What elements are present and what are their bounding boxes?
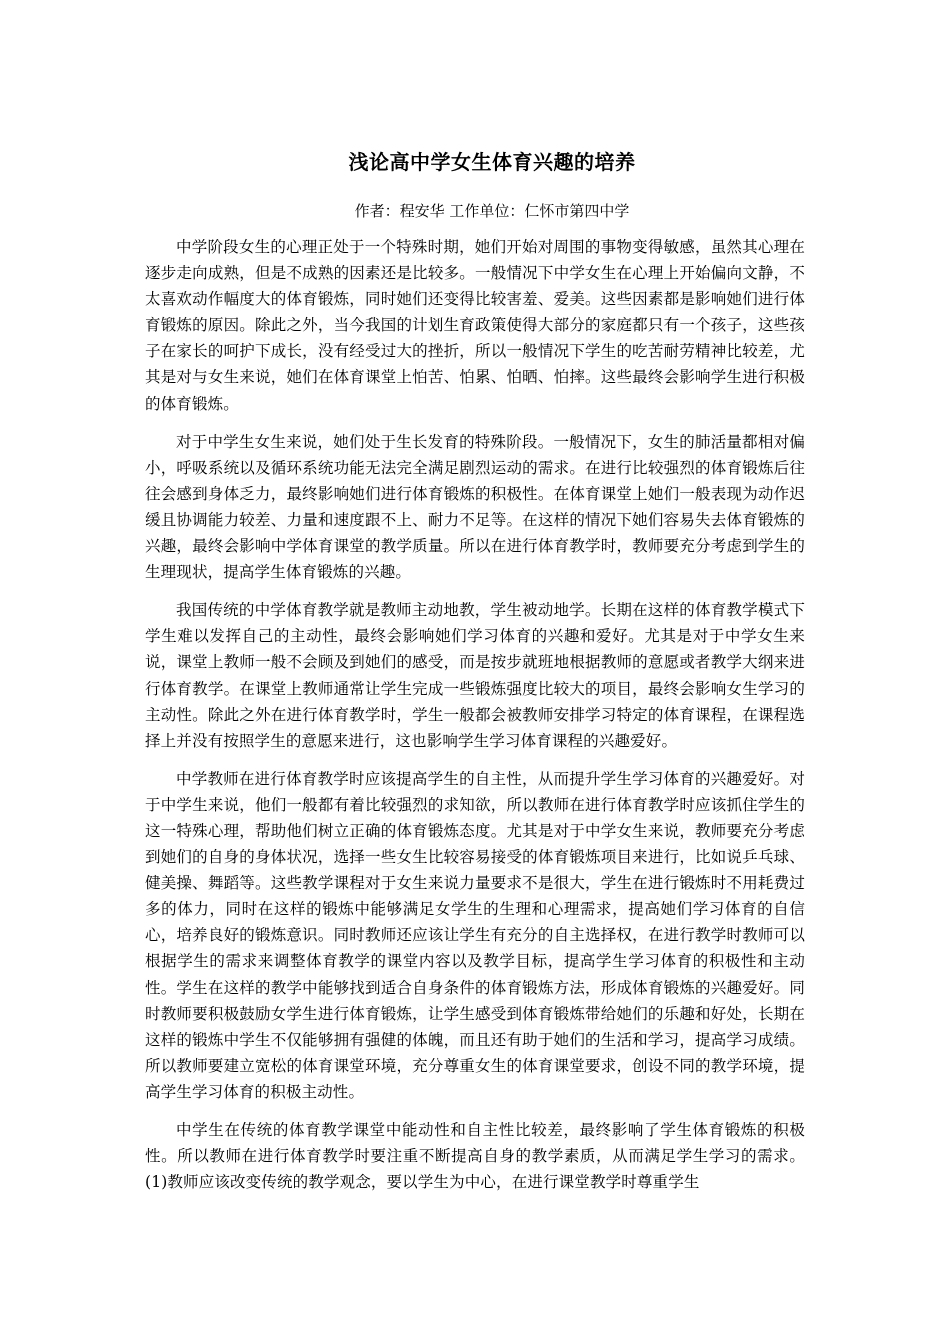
- paragraph-5: 中学生在传统的体育教学课堂中能动性和自主性比较差，最终影响了学生体育锻炼的积极性。所以教师在进行体育教学时要注重不断提高自身的教学素质，从而满足学生学习的需求。(1)教师应该改变传统的教学观念，要以学生为中心，在进行课堂教学时尊重学生: [145, 1121, 805, 1192]
- paragraph-4: 中学教师在进行体育教学时应该提高学生的自主性，从而提升学生学习体育的兴趣爱好。对于中学生来说，他们一般都有着比较强烈的求知欲，所以教师在进行体育教学时应该抓住学生的这一特殊心理，帮助他们树立正确的体育锻炼态度。尤其是对于中学女生来说，教师要充分考虑到她们的自身的身体状况，选择一些女生比较容易接受的体育锻炼项目来进行，比如说乒乓球、健美操、舞蹈等。这些教学课程对于女生来说力量要求不是很大，学生在进行锻炼时不用耗费过多的体力，同时在这样的锻炼中能够满足女学生的生理和心理需求，提高她们学习体育的自信心，培养良好的锻炼意识。同时教师还应该让学生有充分的自主选择权，在进行教学时教师可以根据学生的需求来调整体育教学的课堂内容以及教学目标，提高学生学习体育的积极性和主动性。学生在这样的教学中能够找到适合自身条件的体育锻炼方法，形成体育锻炼的兴趣爱好。同时教师要积极鼓励女学生进行体育锻炼，让学生感受到体育锻炼带给她们的乐趣和好处，长期在这样的锻炼中学生不仅能够拥有强健的体魄，而且还有助于她们的生活和学习，提高学习成绩。所以教师要建立宽松的体育课堂环境，充分尊重女生的体育课堂要求，创设不同的教学环境，提高学生学习体育的积极主动性。: [145, 769, 805, 1101]
- author-byline: 作者：程安华 工作单位：仁怀市第四中学: [354, 202, 630, 220]
- document-body: [145, 234, 805, 1207]
- document-title: 浅论高中学女生体育兴趣的培养: [348, 150, 636, 174]
- paragraph-2: 对于中学生女生来说，她们处于生长发育的特殊阶段。一般情况下，女生的肺活量都相对偏小，呼吸系统以及循环系统功能无法完全满足剧烈运动的需求。在进行比较强烈的体育锻炼后往往会感到身体乏力，最终影响她们进行体育锻炼的积极性。在体育课堂上她们一般表现为动作迟缓且协调能力较差、力量和速度跟不上、耐力不足等。在这样的情况下她们容易失去体育锻炼的兴趣，最终会影响中学体育课堂的教学质量。所以在进行体育教学时，教师要充分考虑到学生的生理现状，提高学生体育锻炼的兴趣。: [145, 432, 805, 582]
- paragraph-3: 我国传统的中学体育教学就是教师主动地教，学生被动地学。长期在这样的体育教学模式下学生难以发挥自己的主动性，最终会影响她们学习体育的兴趣和爱好。尤其是对于中学女生来说，课堂上教师一般不会顾及到她们的感受，而是按步就班地根据教师的意愿或者教学大纲来进行体育教学。在课堂上教师通常让学生完成一些锻炼强度比较大的项目，最终会影响女生学习的主动性。除此之外在进行体育教学时，学生一般都会被教师安排学习特定的体育课程，在课程选择上并没有按照学生的意愿来进行，这也影响学生学习体育课程的兴趣爱好。: [145, 601, 805, 750]
- paragraph-1: 中学阶段女生的心理正处于一个特殊时期，她们开始对周围的事物变得敏感，虽然其心理在逐步走向成熟，但是不成熟的因素还是比较多。一般情况下中学女生在心理上开始偏向文静，不太喜欢动作幅度大的体育锻炼，同时她们还变得比较害羞、爱美。这些因素都是影响她们进行体育锻炼的原因。除此之外，当今我国的计划生育政策使得大部分的家庭都只有一个孩子，这些孩子在家长的呵护下成长，没有经受过大的挫折，所以一般情况下学生的吃苦耐劳精神比较差，尤其是对与女生来说，她们在体育课堂上怕苦、怕累、怕晒、怕摔。这些最终会影响学生进行积极的体育锻炼。: [145, 238, 805, 413]
